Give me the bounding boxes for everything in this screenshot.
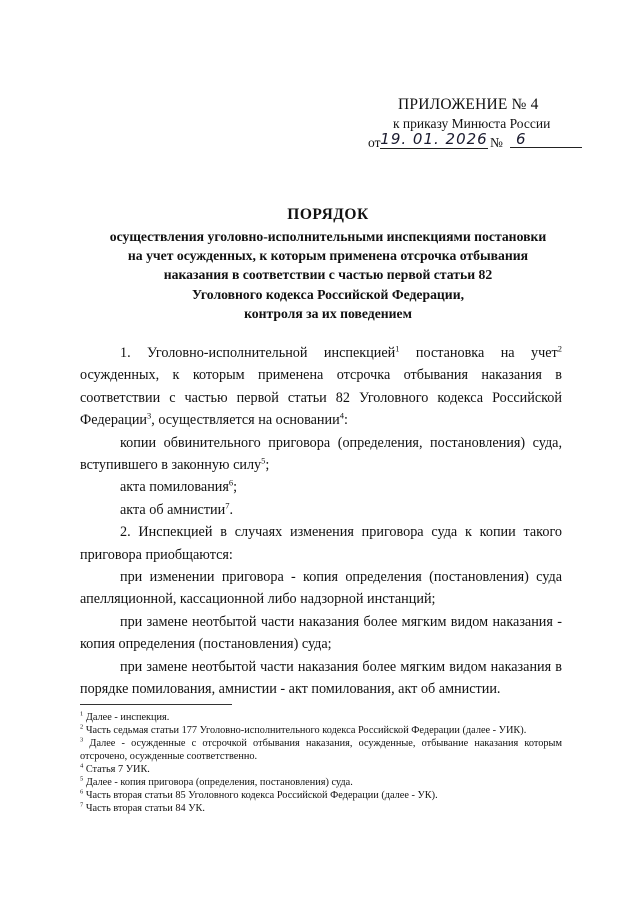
paragraph-text: осужденных, к которым применена отсрочка отбывания наказания в соответствии с частью первой статьи 82 Уголовного кодекса Российской Федерации xyxy=(80,367,562,429)
footnote-mark: 5 xyxy=(80,775,84,783)
paragraph-text: ; xyxy=(265,457,270,474)
footnote-ref: 5 xyxy=(261,455,266,466)
footnote-text: Часть вторая статьи 85 Уголовного кодекса Российской Федерации (далее - УК). xyxy=(83,790,438,801)
footnote-text: Далее - копия приговора (определения, постановления) суда. xyxy=(83,777,353,788)
paragraph-text: , осуществляется на основании xyxy=(151,412,340,429)
footnote-text: Далее - осужденные с отсрочкой отбывания наказания, осужденные, отбывание наказания которым отсрочено, осужденные соответственно. xyxy=(80,738,562,762)
heading-subtitle-line: наказания в соответствии с частью первой статьи 82 xyxy=(163,267,493,283)
paragraph-6: при изменении приговора - копия определения (постановления) суда апелляционной, кассационной либо надзорной инстанций; xyxy=(80,569,562,608)
footnote-ref: 3 xyxy=(147,410,152,421)
paragraph-8: при замене неотбытой части наказания более мягким видом наказания в порядке помилования, амнистии - акт помилования, акт об амнистии. xyxy=(80,658,562,698)
footnote-mark: 6 xyxy=(80,788,84,796)
footnote-mark: 1 xyxy=(80,710,84,718)
footnote-mark: 3 xyxy=(80,736,84,744)
footnote xyxy=(80,724,562,737)
paragraph-text: копии обвинительного приговора (определения, постановления) суда, вступившего в законную силу xyxy=(80,434,562,474)
heading-subtitle-line: осуществления уголовно-исполнительными инспекциями постановки xyxy=(109,229,547,244)
paragraph-text: ; xyxy=(233,479,238,496)
footnote xyxy=(80,789,562,802)
footnote-ref: 7 xyxy=(225,500,230,511)
appendix-date-number-line xyxy=(368,130,583,155)
handwritten-number: 6 xyxy=(510,130,582,148)
footnote-ref: 1 xyxy=(395,343,400,354)
paragraph-text: : xyxy=(343,412,348,429)
footnote xyxy=(80,776,562,789)
paragraph-text: 1. Уголовно-исполнительной инспекцией xyxy=(120,345,396,361)
paragraph-text: . xyxy=(229,501,234,518)
footnote-separator xyxy=(80,704,232,705)
paragraph-4 xyxy=(80,499,562,521)
heading-subtitle-line: на учет осужденных, к которым применена отсрочка отбывания xyxy=(127,248,529,264)
footnote xyxy=(80,737,562,763)
date-prefix: от xyxy=(368,135,381,150)
appendix-reference: к приказу Минюста России xyxy=(393,116,551,131)
document-heading xyxy=(68,205,588,323)
footnote xyxy=(80,763,562,776)
document-body xyxy=(80,342,562,701)
heading-subtitle-line: Уголовного кодекса Российской Федерации, xyxy=(191,286,464,302)
paragraph-text: акта помилования xyxy=(120,479,229,496)
number-prefix: № xyxy=(490,135,503,150)
footnote-text: Часть вторая статьи 84 УК. xyxy=(83,803,205,814)
footnotes xyxy=(80,711,562,815)
heading-subtitle-line: контроля за их поведением xyxy=(244,305,412,321)
paragraph-7: при замене неотбытой части наказания более мягким видом наказания - копия определения (постановления) суда; xyxy=(80,613,562,653)
paragraph-3 xyxy=(80,476,562,498)
heading-subtitle xyxy=(68,227,588,323)
appendix-title: ПРИЛОЖЕНИЕ № 4 xyxy=(398,96,539,113)
footnote-ref: 2 xyxy=(557,343,562,354)
footnote xyxy=(80,802,562,815)
handwritten-date: 19. 01. 2026 xyxy=(380,130,488,148)
paragraph-text: постановка на учет xyxy=(399,345,558,361)
footnote-mark: 4 xyxy=(80,762,84,770)
footnote-text: Часть седьмая статьи 177 Уголовно-исполнительного кодекса Российской Федерации (далее - УИК). xyxy=(83,725,527,736)
paragraph-2 xyxy=(80,432,562,477)
footnote-text: Статья 7 УИК. xyxy=(83,764,150,775)
footnote-text: Далее - инспекция. xyxy=(83,712,170,723)
footnote-mark: 2 xyxy=(80,723,84,731)
paragraph-1 xyxy=(80,342,562,432)
footnote-ref: 6 xyxy=(228,477,234,488)
paragraph-text: акта об амнистии xyxy=(120,501,226,518)
heading-title: ПОРЯДОК xyxy=(287,206,369,223)
paragraph-5: 2. Инспекцией в случаях изменения приговора суда к копии такого приговора приобщаются: xyxy=(80,524,562,563)
footnote-mark: 7 xyxy=(80,801,84,809)
footnote xyxy=(80,711,562,724)
footnote-ref: 4 xyxy=(339,410,344,421)
